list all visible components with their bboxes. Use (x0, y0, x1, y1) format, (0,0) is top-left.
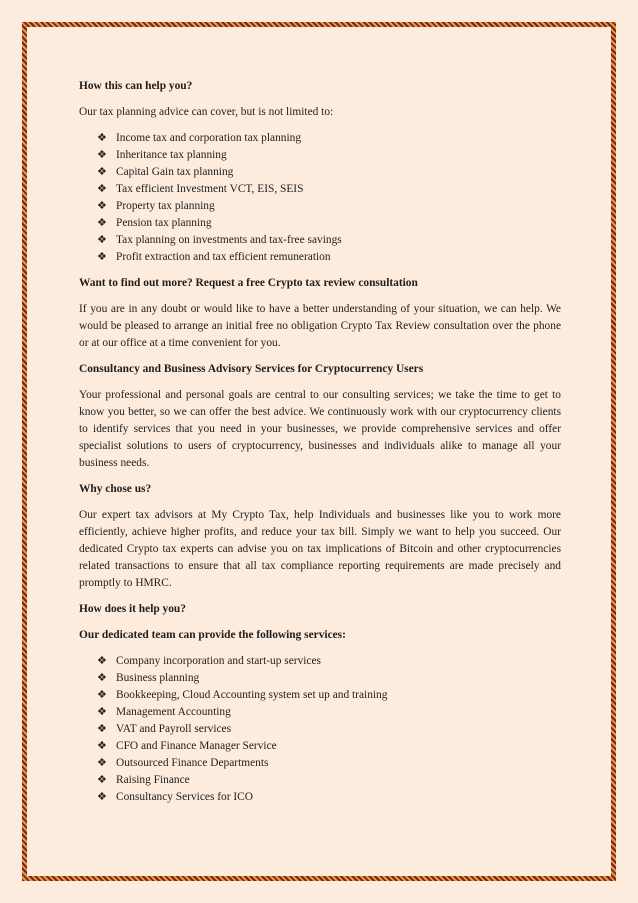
list-item-text: Outsourced Finance Departments (116, 757, 269, 769)
list-item (97, 653, 561, 670)
list-item-text: Tax efficient Investment VCT, EIS, SEIS (116, 183, 304, 195)
why-heading: Why chose us? (79, 483, 152, 495)
diamond-bullet-icon: ❖ (97, 251, 107, 263)
diamond-bullet-icon: ❖ (97, 706, 107, 718)
planning-list (79, 130, 561, 266)
list-item (97, 130, 561, 147)
list-item (97, 164, 561, 181)
list-item (97, 772, 561, 789)
find-more-text: If you are in any doubt or would like to have a better understanding of your situation, we can help. We would be pleased to arrange an initial free no obligation Crypto Tax Review consultation over the phone or at our office at a time convenient for you. (79, 303, 561, 349)
diamond-bullet-icon: ❖ (97, 774, 107, 786)
list-item-text: Inheritance tax planning (116, 149, 227, 161)
help-heading: How this can help you? (79, 80, 193, 92)
list-item (97, 789, 561, 806)
diamond-bullet-icon: ❖ (97, 672, 107, 684)
list-item-text: Capital Gain tax planning (116, 166, 234, 178)
find-more-heading: Want to find out more? Request a free Crypto tax review consultation (79, 277, 418, 289)
diamond-bullet-icon: ❖ (97, 689, 107, 701)
list-item-text: Business planning (116, 672, 200, 684)
list-item (97, 249, 561, 266)
list-item (97, 670, 561, 687)
list-item-text: Management Accounting (116, 706, 231, 718)
diamond-bullet-icon: ❖ (97, 200, 107, 212)
diamond-bullet-icon: ❖ (97, 166, 107, 178)
diamond-bullet-icon: ❖ (97, 149, 107, 161)
list-item (97, 721, 561, 738)
list-item (97, 738, 561, 755)
diamond-bullet-icon: ❖ (97, 740, 107, 752)
list-item (97, 147, 561, 164)
diamond-bullet-icon: ❖ (97, 757, 107, 769)
why-text: Our expert tax advisors at My Crypto Tax, help Individuals and businesses like you to work more efficiently, achieve higher profits, and reduce your tax bill. Simply we want to help you succeed. Our dedicated Crypto tax experts can advise you on tax implications of Bitcoin and other cryptocurrencies related transactions to ensure that all tax compliance reporting requirements are made precisely and promptly to HMRC. (79, 509, 561, 589)
consultancy-heading: Consultancy and Business Advisory Services for Cryptocurrency Users (79, 363, 424, 375)
list-item (97, 181, 561, 198)
list-item (97, 232, 561, 249)
diamond-bullet-icon: ❖ (97, 183, 107, 195)
list-item (97, 687, 561, 704)
diamond-bullet-icon: ❖ (97, 234, 107, 246)
list-item-text: Income tax and corporation tax planning (116, 132, 302, 144)
list-item-text: Consultancy Services for ICO (116, 791, 253, 803)
services-list (79, 653, 561, 806)
list-item-text: VAT and Payroll services (116, 723, 232, 735)
list-item (97, 198, 561, 215)
list-item (97, 755, 561, 772)
list-item-text: CFO and Finance Manager Service (116, 740, 277, 752)
diamond-bullet-icon: ❖ (97, 217, 107, 229)
list-item-text: Bookkeeping, Cloud Accounting system set up and training (116, 689, 388, 701)
diamond-bullet-icon: ❖ (97, 655, 107, 667)
list-item-text: Profit extraction and tax efficient remuneration (116, 251, 331, 263)
document-body (79, 78, 561, 806)
list-item (97, 215, 561, 232)
consultancy-text: Your professional and personal goals are central to our consulting services; we take the time to get to know you better, so we can offer the best advice. We continuously work with our cryptocurrency clients to identify services that you need in your businesses, we provide comprehensive services and offer specialist solutions to users of cryptocurrency, businesses and individuals alike to manage all your business needs. (79, 389, 561, 469)
diamond-bullet-icon: ❖ (97, 791, 107, 803)
list-item-text: Pension tax planning (116, 217, 212, 229)
list-item (97, 704, 561, 721)
list-item-text: Tax planning on investments and tax-free savings (116, 234, 342, 246)
diamond-bullet-icon: ❖ (97, 132, 107, 144)
list-item-text: Raising Finance (116, 774, 190, 786)
help-intro: Our tax planning advice can cover, but is not limited to: (79, 106, 334, 118)
list-item-text: Company incorporation and start-up services (116, 655, 321, 667)
team-heading: Our dedicated team can provide the following services: (79, 629, 346, 641)
how-heading: How does it help you? (79, 603, 186, 615)
diamond-bullet-icon: ❖ (97, 723, 107, 735)
list-item-text: Property tax planning (116, 200, 215, 212)
